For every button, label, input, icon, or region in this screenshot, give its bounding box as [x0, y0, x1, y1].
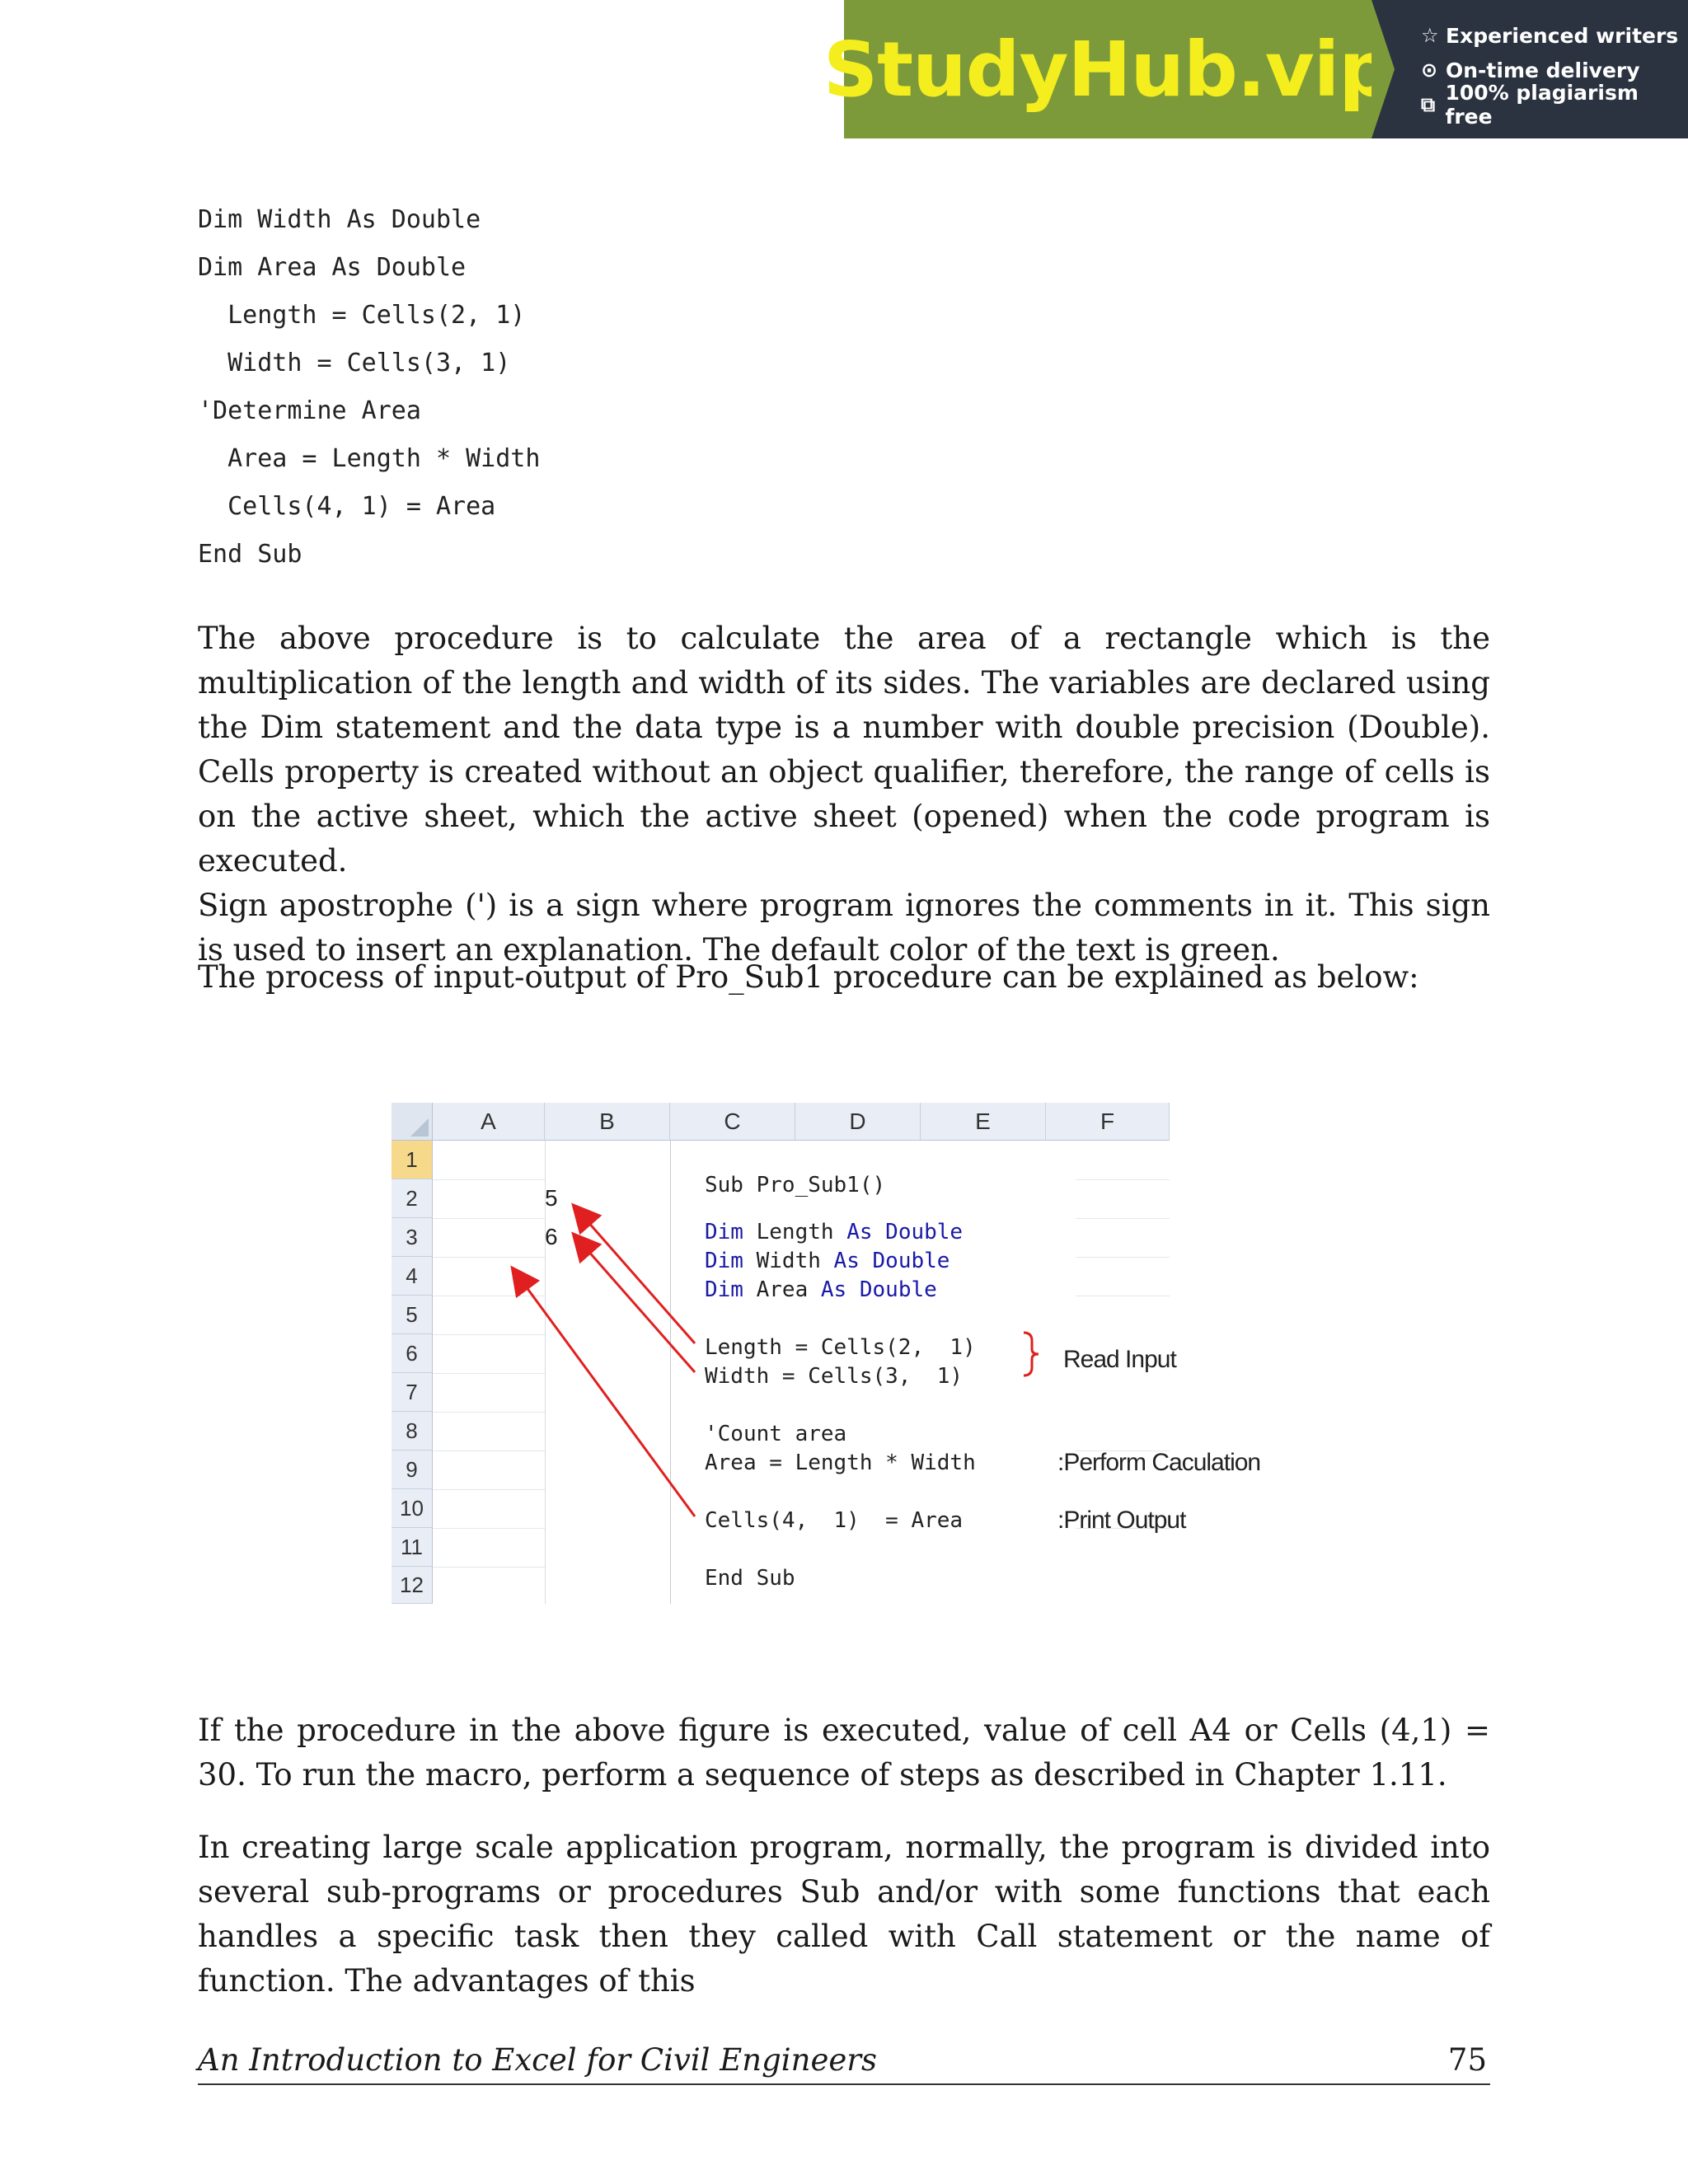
- vba-keyword: Double: [872, 1220, 964, 1244]
- vba-calc: Area = Length * Width: [705, 1451, 976, 1475]
- paragraph-text: In creating large scale application program, normally, the program is divided into several sub-programs or procedures Sub and/or with some functions that each handles a specific task then they called with Call statement or the name of function. The advantages of this: [198, 1830, 1490, 1999]
- vba-sub-open: Sub Pro_Sub1(): [705, 1173, 886, 1197]
- code-line: Width = Cells(3, 1): [198, 349, 511, 377]
- row-header-6[interactable]: 6: [392, 1334, 433, 1373]
- row-header-12[interactable]: 12: [392, 1567, 433, 1604]
- code-line: Area = Length * Width: [198, 444, 541, 473]
- vba-keyword: Double: [846, 1277, 937, 1302]
- column-header-a[interactable]: A: [433, 1103, 545, 1141]
- code-line: End Sub: [198, 540, 302, 569]
- row-header-5[interactable]: 5: [392, 1296, 433, 1334]
- copy-icon: ⧉: [1421, 93, 1436, 116]
- red-brace-icon: [1020, 1331, 1045, 1377]
- row-header-10[interactable]: 10: [392, 1489, 433, 1528]
- column-header-d[interactable]: D: [795, 1103, 921, 1141]
- row-header-8[interactable]: 8: [392, 1412, 433, 1451]
- row-header-1[interactable]: 1: [392, 1141, 433, 1179]
- vba-keyword: As: [846, 1220, 873, 1244]
- paragraph-text: If the procedure in the above figure is executed, value of cell A4 or Cells (4,1) = 30. To run the macro, perform a sequence of steps as described in Chapter 1.11.: [198, 1713, 1490, 1793]
- brand-logo[interactable]: StudyHub.vip: [823, 25, 1393, 114]
- column-header-e[interactable]: E: [921, 1103, 1046, 1141]
- code-listing: [198, 196, 540, 579]
- feature-item: [1421, 81, 1688, 129]
- vba-keyword: End: [705, 1566, 743, 1591]
- paragraph-explanation: [198, 616, 1490, 972]
- cell-a2[interactable]: 5: [545, 1185, 558, 1211]
- annotation-read-input: Read Input: [1063, 1346, 1176, 1373]
- star-icon: ☆: [1421, 24, 1439, 47]
- brand-block[interactable]: [823, 0, 1393, 138]
- row-header-9[interactable]: 9: [392, 1451, 433, 1489]
- vba-keyword: Dim: [705, 1277, 743, 1302]
- vba-identifier: Width: [743, 1249, 834, 1273]
- code-line: Dim Area As Double: [198, 253, 467, 282]
- excel-figure: [392, 1103, 1278, 1604]
- annotation-print-output: :Print Output: [1057, 1507, 1186, 1534]
- code-line: Cells(4, 1) = Area: [198, 492, 496, 521]
- annotation-perform-calculation: :Perform Caculation: [1057, 1449, 1261, 1476]
- paragraph-text: The process of input-output of Pro_Sub1 procedure can be explained as below:: [198, 959, 1419, 995]
- clock-icon: ⊙: [1421, 59, 1438, 82]
- paragraph-result: [198, 1708, 1490, 1797]
- vba-identifier: Area: [743, 1277, 821, 1302]
- feature-label: Experienced writers: [1446, 23, 1679, 48]
- vba-keyword: As: [820, 1277, 847, 1302]
- studyhub-banner[interactable]: [823, 0, 1688, 138]
- vba-keyword: Sub: [756, 1566, 795, 1591]
- vba-output: Cells(4, 1) = Area: [705, 1508, 964, 1533]
- feature-item: [1421, 18, 1688, 53]
- vba-keyword: Dim: [705, 1220, 743, 1244]
- row-header-4[interactable]: 4: [392, 1257, 433, 1296]
- vba-read-length: Length = Cells(2, 1): [705, 1335, 976, 1360]
- page-footer: [198, 2042, 1490, 2085]
- feature-list: [1372, 0, 1688, 138]
- column-header-b[interactable]: B: [545, 1103, 670, 1141]
- row-header-3[interactable]: 3: [392, 1218, 433, 1257]
- row-header-11[interactable]: 11: [392, 1528, 433, 1567]
- feature-label: On-time delivery: [1446, 58, 1640, 82]
- paragraph-text: Sign apostrophe (') is a sign where program ignores the comments in it. This sign is used to insert an explanation. The default color of the text is green.: [198, 888, 1490, 968]
- page-number: 75: [1447, 2042, 1487, 2078]
- row-header-2[interactable]: 2: [392, 1179, 433, 1218]
- paragraph-large-scale: [198, 1825, 1490, 2004]
- vba-comment: 'Count area: [705, 1422, 847, 1446]
- code-line: 'Determine Area: [198, 396, 421, 425]
- footer-book-title: An Introduction to Excel for Civil Engineers: [198, 2042, 877, 2078]
- row-header-7[interactable]: 7: [392, 1373, 433, 1412]
- code-line: Dim Width As Double: [198, 205, 481, 234]
- paragraph-text: The above procedure is to calculate the area of a rectangle which is the multiplication of the length and width of its sides. The variables are declared using the Dim statement and the data type is a number with double precision (Double). Cells property is created without an object qualifier, therefore, the range of cells is on the active sheet, which the active sheet (opened) when the code program is executed.: [198, 621, 1490, 879]
- column-header-c[interactable]: C: [670, 1103, 795, 1141]
- vba-keyword: As: [833, 1249, 860, 1273]
- vba-keyword: Dim: [705, 1249, 743, 1273]
- vba-keyword: Double: [859, 1249, 950, 1273]
- paragraph-intro-figure: [198, 955, 1490, 1000]
- column-header-f[interactable]: F: [1046, 1103, 1170, 1141]
- vba-identifier: Length: [743, 1220, 847, 1244]
- arrow-read-length: [581, 1214, 695, 1343]
- code-line: Length = Cells(2, 1): [198, 301, 526, 330]
- vba-read-width: Width = Cells(3, 1): [705, 1364, 964, 1389]
- feature-label: 100% plagiarism free: [1445, 81, 1639, 129]
- arrow-read-width: [581, 1243, 695, 1372]
- cell-a3[interactable]: 6: [545, 1224, 558, 1249]
